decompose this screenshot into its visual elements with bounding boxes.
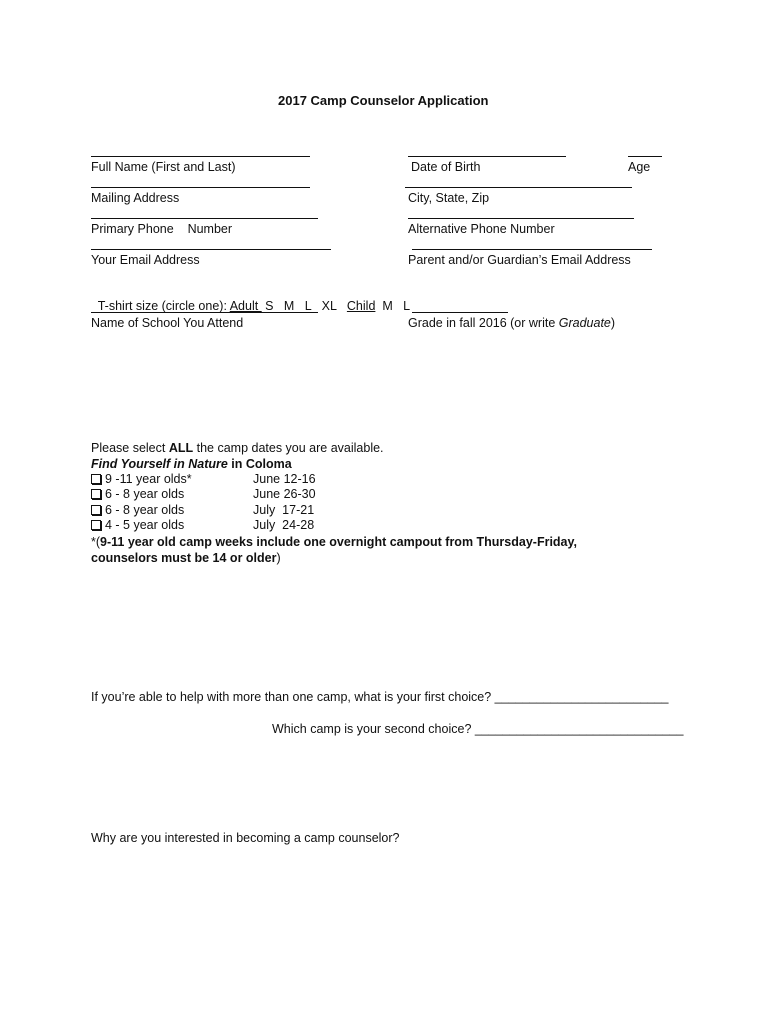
camp-option[interactable] bbox=[91, 503, 314, 517]
first-choice-question[interactable]: If you’re able to help with more than one camp, what is your first choice? _________________________ bbox=[91, 690, 669, 704]
tshirt-adult-sizes[interactable]: S M L XL bbox=[261, 299, 347, 313]
age-label: Age bbox=[628, 160, 651, 174]
city-label: City, State, Zip bbox=[408, 191, 490, 205]
checkbox-icon[interactable] bbox=[91, 474, 101, 484]
camp-dates: June 26-30 bbox=[253, 487, 316, 501]
age-line[interactable] bbox=[628, 156, 662, 157]
tshirt-size-line[interactable] bbox=[91, 285, 410, 313]
dob-label: Date of Birth bbox=[411, 160, 481, 174]
parent-email-label: Parent and/or Guardian’s Email Address bbox=[408, 253, 631, 267]
page-title: 2017 Camp Counselor Application bbox=[278, 93, 489, 108]
camp-dates: July 17-21 bbox=[253, 503, 315, 517]
grade-label: Grade in fall 2016 (or write Graduate) bbox=[408, 316, 616, 330]
checkbox-icon[interactable] bbox=[91, 505, 101, 515]
camp-age: 9 -11 year olds* bbox=[105, 472, 192, 486]
tshirt-adult: Adult bbox=[229, 299, 262, 313]
checkbox-icon[interactable] bbox=[91, 520, 101, 530]
tshirt-label: T-shirt size (circle one): bbox=[97, 299, 230, 313]
why-question: Why are you interested in becoming a camp counselor? bbox=[91, 831, 400, 845]
school-line[interactable] bbox=[91, 312, 318, 313]
mailing-line[interactable] bbox=[91, 187, 310, 188]
parent-email-line[interactable] bbox=[412, 249, 652, 250]
overnight-note: *(9-11 year old camp weeks include one overnight campout from Thursday-Friday, counselors must be 14 or older) bbox=[91, 535, 578, 565]
camp-intro: Please select ALL the camp dates you are available. bbox=[91, 441, 384, 455]
camp-age: 6 - 8 year olds bbox=[105, 487, 185, 501]
checkbox-icon[interactable] bbox=[91, 489, 101, 499]
tshirt-child: Child bbox=[346, 299, 376, 313]
second-choice-question[interactable]: Which camp is your second choice? ______________________________ bbox=[272, 722, 684, 736]
full-name-line[interactable] bbox=[91, 156, 310, 157]
mailing-label: Mailing Address bbox=[91, 191, 180, 205]
camp-age: 4 - 5 year olds bbox=[105, 518, 185, 532]
tshirt-child-sizes[interactable]: M L bbox=[375, 299, 411, 313]
camp-option[interactable] bbox=[91, 472, 316, 486]
grade-line[interactable] bbox=[412, 312, 508, 313]
alt-phone-label: Alternative Phone Number bbox=[408, 222, 555, 236]
email-line[interactable] bbox=[91, 249, 331, 250]
email-label: Your Email Address bbox=[91, 253, 200, 267]
dob-line[interactable] bbox=[408, 156, 566, 157]
full-name-label: Full Name (First and Last) bbox=[91, 160, 236, 174]
school-label: Name of School You Attend bbox=[91, 316, 244, 330]
camp-dates: June 12-16 bbox=[253, 472, 316, 486]
primary-phone-line[interactable] bbox=[91, 218, 318, 219]
alt-phone-line[interactable] bbox=[408, 218, 634, 219]
camp-age: 6 - 8 year olds bbox=[105, 503, 185, 517]
city-line[interactable] bbox=[405, 187, 632, 188]
primary-phone-label: Primary Phone Number bbox=[91, 222, 233, 236]
program-title: Find Yourself in Nature in Coloma bbox=[91, 457, 292, 471]
camp-dates: July 24-28 bbox=[253, 518, 315, 532]
camp-option[interactable] bbox=[91, 487, 316, 501]
camp-option[interactable] bbox=[91, 518, 314, 532]
